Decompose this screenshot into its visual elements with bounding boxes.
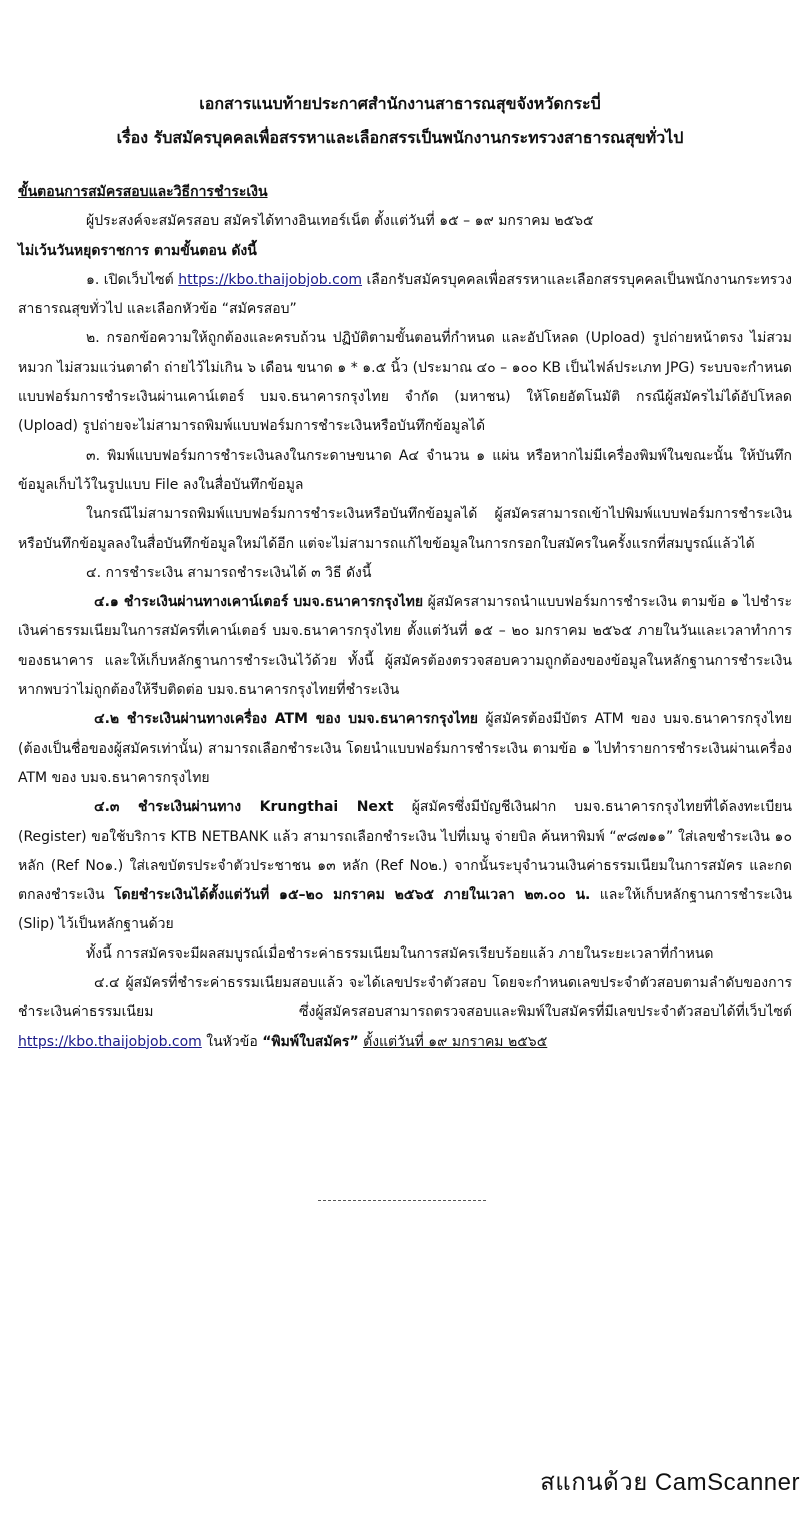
step-1-paragraph xyxy=(18,266,792,325)
step-4-2-heading: ๔.๒ ชำระเงินผ่านทางเครื่อง ATM ของ บมจ.ธนาคารกรุงไทย xyxy=(94,711,478,728)
step-3-paragraph: ๓. พิมพ์แบบฟอร์มการชำระเงินลงในกระดาษขนาด A๔ จำนวน ๑ แผ่น หรือหากไม่มีเครื่องพิมพ์ในขณะนั้น ให้บันทึกข้อมูลเก็บไว้ในรูปแบบ File ลงในสื่อบันทึกข้อมูล xyxy=(18,447,792,493)
step-4-3-heading: ๔.๓ ชำระเงินผ่านทาง Krungthai Next xyxy=(94,799,394,816)
print-start-date: ตั้งแต่วันที่ ๑๙ มกราคม ๒๕๖๕ xyxy=(363,1033,548,1050)
step-1-text: เลือกรับสมัครบุคคลเพื่อสรรหาและเลือกสรรบุคคลเป็นพนักงานกระทรวงสาธารณสุขทั่วไป และเลือกหัวข้อ “สมัครสอบ” xyxy=(18,271,793,318)
document-title-line-1: เอกสารแนบท้ายประกาศสำนักงานสาธารณสุขจังหวัดกระบี่ xyxy=(199,94,601,113)
step-4-1-paragraph xyxy=(18,588,792,705)
website-link-2[interactable]: https://kbo.thaijobjob.com xyxy=(18,1033,202,1050)
end-divider-line xyxy=(318,1200,486,1201)
step-4-2-paragraph xyxy=(18,705,792,793)
intro-paragraph-line-2: ไม่เว้นวันหยุดราชการ ตามขั้นตอน ดังนี้ xyxy=(18,242,257,259)
document-title-line-2: เรื่อง รับสมัครบุคคลเพื่อสรรหาและเลือกสรรเป็นพนักงานกระทรวงสาธารณสุขทั่วไป xyxy=(116,128,684,147)
step-2-paragraph: ๒. กรอกข้อความให้ถูกต้องและครบถ้วน ปฏิบัติตามขั้นตอนที่กำหนด และอัปโหลด (Upload) รูปถ่ายหน้าตรง ไม่สวมหมวก ไม่สวมแว่นตาดำ ถ่ายไว้ไม่เกิน ๖ เดือน ขนาด ๑ * ๑.๕ นิ้ว (ประมาณ ๔๐ – ๑๐๐ KB เป็นไฟล์ประเภท JPG) ระบบจะกำหนดแบบฟอร์มการชำระเงินผ่านเคาน์เตอร์ บมจ.ธนาคารกรุงไทย จำกัด (มหาชน) ให้โดยอัตโนมัติ กรณีผู้สมัครไม่ได้อัปโหลด (Upload) รูปถ่ายจะไม่สามารถพิมพ์แบบฟอร์มการชำระเงินหรือบันทึกข้อมูลได้ xyxy=(18,330,792,435)
section-heading: ขั้นตอนการสมัครสอบและวิธีการชำระเงิน xyxy=(18,184,268,200)
step-3-note-paragraph: ในกรณีไม่สามารถพิมพ์แบบฟอร์มการชำระเงินหรือบันทึกข้อมูลได้ ผู้สมัครสามารถเข้าไปพิมพ์แบบฟอร์มการชำระเงิน หรือบันทึกข้อมูลลงในสื่อบันทึกข้อมูลใหม่ได้อีก แต่จะไม่สามารถแก้ไขข้อมูลในการกรอกใบสมัครในครั้งแรกที่สมบูรณ์แล้วได้ xyxy=(18,506,792,552)
camscanner-watermark: สแกนด้วย CamScanner xyxy=(540,1469,800,1496)
step-4-2-text: ผู้สมัครต้องมีบัตร ATM ของ บมจ.ธนาคารกรุงไทย (ต้องเป็นชื่อของผู้สมัครเท่านั้น) สามารถเลือกชำระเงิน โดยนำแบบฟอร์มการชำระเงิน ตามข้อ ๑ ไปทำรายการชำระเงินผ่านเครื่อง ATM ของ บมจ.ธนาคารกรุงไทย xyxy=(18,711,792,786)
step-4-1-text: ผู้สมัครสามารถนำแบบฟอร์มการชำระเงิน ตามข้อ ๑ ไปชำระเงินค่าธรรมเนียมในการสมัครที่เคาน์เตอร์ บมจ.ธนาคารกรุงไทย ตั้งแต่วันที่ ๑๕ – ๒๐ มกราคม ๒๕๖๕ ภายในวันและเวลาทำการของธนาคาร และให้เก็บหลักฐานการชำระเงินไว้ด้วย ทั้งนี้ ผู้สมัครต้องตรวจสอบความถูกต้องของข้อมูลในหลักฐานการชำระเงิน หากพบว่าไม่ถูกต้องให้รีบติดต่อ บมจ.ธนาคารกรุงไทยที่ชำระเงิน xyxy=(18,594,792,699)
step-4-4-text-2: ในหัวข้อ xyxy=(201,1033,263,1050)
document-body xyxy=(18,178,792,1057)
website-link[interactable]: https://kbo.thaijobjob.com xyxy=(178,271,363,288)
step-4-3-paragraph xyxy=(18,793,792,939)
step-4-3-text: ผู้สมัครซึ่งมีบัญชีเงินฝาก บมจ.ธนาคารกรุงไทยที่ได้ลงทะเบียน (Register) ขอใช้บริการ KTB NETBANK แล้ว สามารถเลือกชำระเงิน ไปที่เมนู จ่ายบิล ค้นหาพิมพ์ “๙๘๗๑๑” ใส่เลขชำระเงิน ๑๐ หลัก (Ref No๑.) ใส่เลขบัตรประจำตัวประชาชน ๑๓ หลัก (Ref No๒.) จากนั้นระบุจำนวนเงินค่าธรรมเนียมในการสมัคร และกดตกลงชำระเงิน xyxy=(18,799,792,904)
step-1-prefix: ๑. เปิดเว็บไซต์ xyxy=(86,271,179,288)
step-4-3-note-paragraph: ทั้งนี้ การสมัครจะมีผลสมบูรณ์เมื่อชำระค่าธรรมเนียมในการสมัครเรียบร้อยแล้ว ภายในระยะเวลาที่กำหนด xyxy=(86,945,714,962)
step-4-paragraph: ๔. การชำระเงิน สามารถชำระเงินได้ ๓ วิธี ดังนี้ xyxy=(86,564,372,581)
step-4-3-text-end: และให้เก็บหลักฐานการชำระเงิน (Slip) ไว้เป็นหลักฐานด้วย xyxy=(18,887,792,933)
step-4-4-text: ๔.๔ ผู้สมัครที่ชำระค่าธรรมเนียมสอบแล้ว จะได้เลขประจำตัวสอบ โดยจะกำหนดเลขประจำตัวสอบตามลำดับของการชำระเงินค่าธรรมเนียม ซึ่งผู้สมัครสอบสามารถตรวจสอบและพิมพ์ใบสมัครที่มีเลขประจำตัวสอบได้ที่เว็บไซต์ xyxy=(18,975,792,1021)
step-4-1-heading: ๔.๑ ชำระเงินผ่านทางเคาน์เตอร์ บมจ.ธนาคารกรุงไทย xyxy=(94,594,424,611)
print-application-label: “พิมพ์ใบสมัคร” xyxy=(262,1033,359,1050)
step-4-4-paragraph xyxy=(18,969,792,1057)
intro-paragraph: ผู้ประสงค์จะสมัครสอบ สมัครได้ทางอินเทอร์เน็ต ตั้งแต่วันที่ ๑๕ – ๑๙ มกราคม ๒๕๖๕ xyxy=(86,213,594,230)
step-4-3-deadline: โดยชำระเงินได้ตั้งแต่วันที่ ๑๕–๒๐ มกราคม ๒๕๖๕ ภายในเวลา ๒๓.๐๐ น. xyxy=(113,887,591,904)
